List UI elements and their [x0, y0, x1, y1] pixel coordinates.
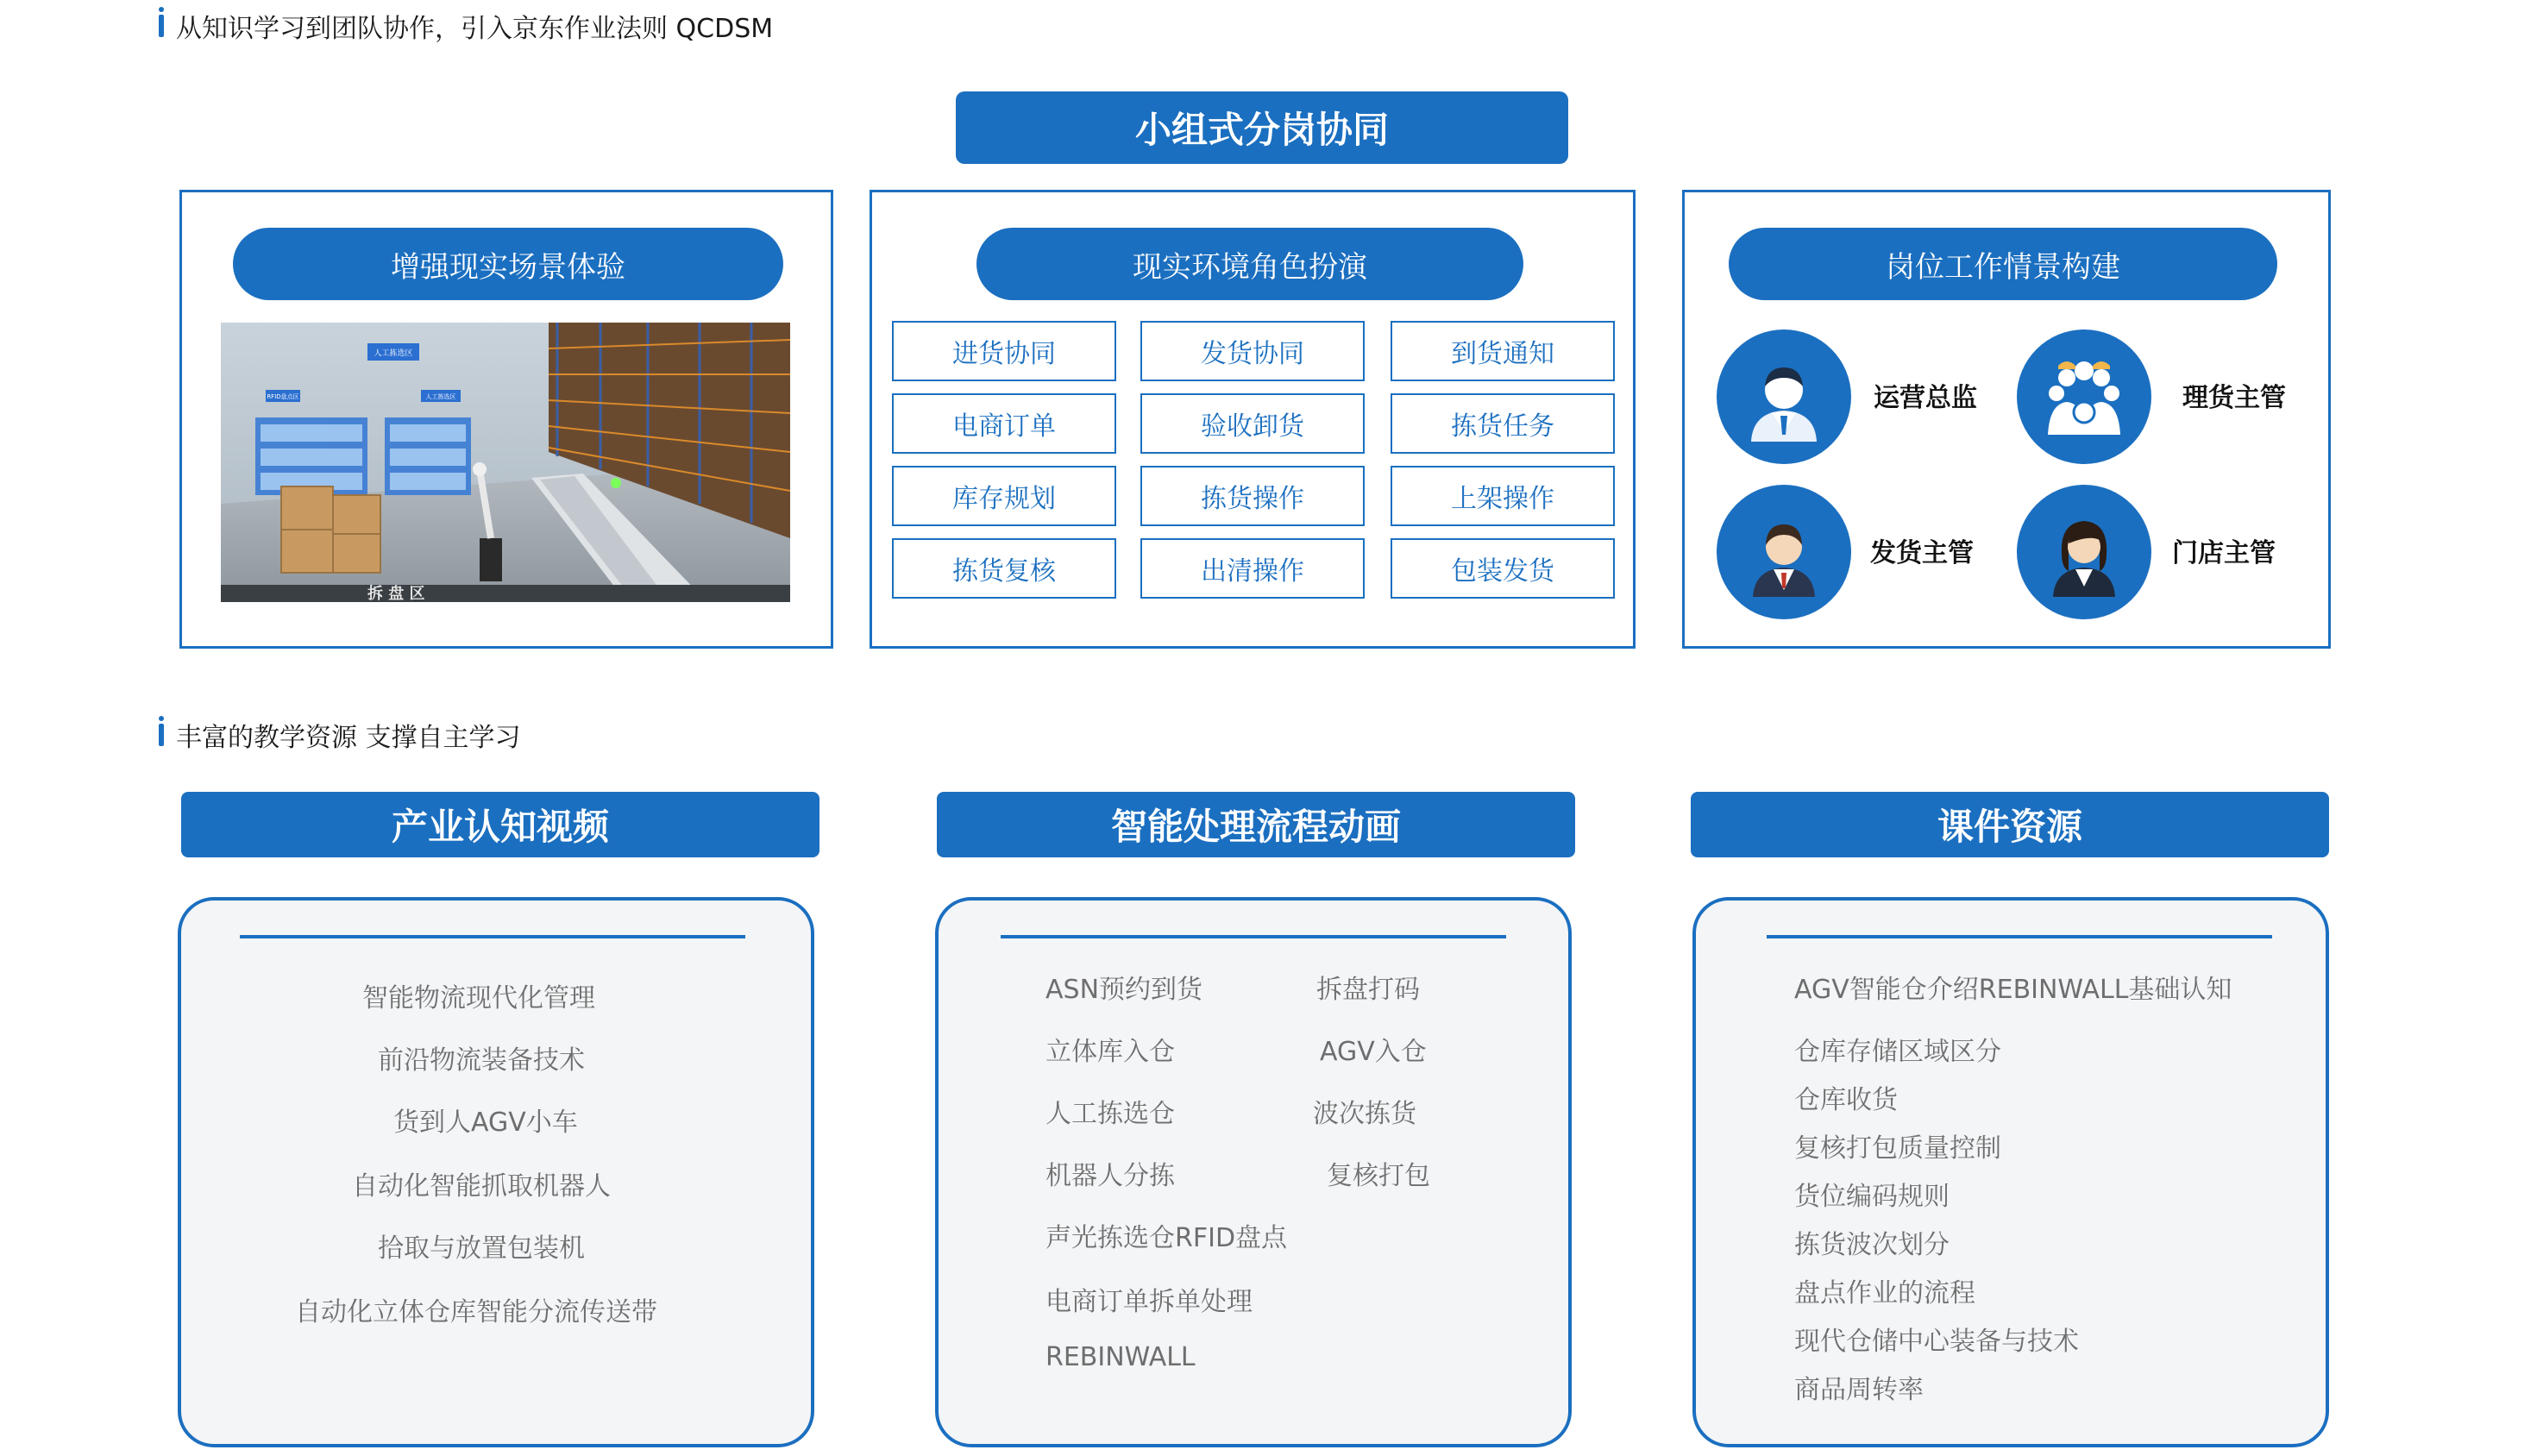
animation-item[interactable]: 声光拣选仓RFID盘点	[1045, 1223, 1288, 1253]
courseware-item[interactable]: 仓库存储区域区分	[1794, 1037, 2001, 1067]
role-button[interactable]	[1391, 321, 1615, 381]
card-divider	[1001, 935, 1506, 938]
video-item[interactable]: 自动化智能抓取机器人	[352, 1171, 611, 1202]
role-label: 库存规划	[952, 484, 1056, 514]
video-item[interactable]: 拾取与放置包装机	[378, 1233, 585, 1264]
role-label: 发货协同	[1201, 339, 1304, 369]
panel-job-title-text: 岗位工作情景构建	[1886, 249, 2120, 285]
role-label: 电商订单	[952, 411, 1056, 442]
role-label: 拣货任务	[1451, 411, 1554, 442]
info-marker-icon	[159, 15, 164, 37]
job-label-operations-director: 运营总监	[1874, 383, 1977, 413]
panel-ar-title	[233, 228, 783, 300]
job-label-shipping-supervisor: 发货主管	[1870, 538, 1974, 568]
role-label: 上架操作	[1451, 484, 1554, 514]
video-item[interactable]: 智能物流现代化管理	[362, 983, 595, 1014]
panel-role-play-title	[976, 228, 1523, 300]
scene-sign-1: 人工拣选区	[374, 349, 413, 358]
scene-sign-3: 人工拣选区	[425, 393, 456, 400]
animation-item[interactable]: 拆盘打码	[1316, 975, 1420, 1005]
warehouse-scene-illustration	[221, 323, 790, 602]
resource-video-header	[181, 792, 819, 857]
animation-item[interactable]: 复核打包	[1327, 1161, 1430, 1191]
resource-courseware-header	[1691, 792, 2329, 857]
scene-floor-text: 拆 盘 区	[367, 585, 425, 602]
resource-video-title: 产业认知视频	[391, 806, 609, 848]
courseware-item[interactable]: 拣货波次划分	[1794, 1230, 1950, 1260]
animation-item[interactable]: 人工拣选仓	[1045, 1099, 1175, 1129]
role-button[interactable]	[1140, 466, 1365, 526]
main-banner	[956, 91, 1568, 164]
role-button[interactable]	[1391, 466, 1615, 526]
animation-item[interactable]: 波次拣货	[1313, 1099, 1416, 1129]
section-heading-collaboration	[159, 7, 773, 45]
main-banner-text: 小组式分岗协同	[1134, 109, 1389, 151]
role-button[interactable]	[892, 393, 1116, 454]
panel-ar-title-text: 增强现实场景体验	[391, 249, 625, 285]
manager-icon	[1717, 329, 1851, 464]
role-label: 到货通知	[1451, 339, 1554, 369]
role-button[interactable]	[1140, 538, 1365, 599]
courseware-item[interactable]: 复核打包质量控制	[1794, 1133, 2001, 1164]
role-button[interactable]	[1391, 538, 1615, 599]
role-label: 拣货操作	[1201, 484, 1304, 514]
role-button[interactable]	[1140, 321, 1365, 381]
section-heading-text: 丰富的教学资源 支撑自主学习	[176, 723, 521, 753]
courseware-item[interactable]: 商品周转率	[1794, 1375, 1924, 1405]
warehouse-scene-image	[221, 323, 790, 602]
role-label: 进货协同	[952, 339, 1056, 369]
animation-item[interactable]: ASN预约到货	[1045, 975, 1203, 1005]
courseware-item[interactable]: 现代仓储中心装备与技术	[1794, 1327, 2079, 1357]
team-icon	[2017, 329, 2151, 464]
resource-animation-header	[937, 792, 1575, 857]
job-label-tally-supervisor: 理货主管	[2182, 383, 2286, 413]
role-button[interactable]	[1391, 393, 1615, 454]
animation-item[interactable]: 机器人分拣	[1045, 1161, 1175, 1191]
card-divider	[1767, 935, 2272, 938]
animation-item[interactable]: REBINWALL	[1045, 1342, 1196, 1372]
courseware-item[interactable]: 仓库收货	[1794, 1085, 1898, 1115]
courseware-item[interactable]: AGV智能仓介绍REBINWALL基础认知	[1794, 975, 2232, 1005]
section-heading-text: 从知识学习到团队协作，引入京东作业法则 QCDSM	[176, 14, 774, 44]
role-label: 拣货复核	[952, 556, 1056, 587]
animation-item[interactable]: AGV入仓	[1320, 1037, 1427, 1067]
role-button[interactable]	[892, 466, 1116, 526]
businessman-icon	[1717, 485, 1851, 619]
video-item[interactable]: 前沿物流装备技术	[378, 1045, 585, 1076]
role-label: 出清操作	[1201, 556, 1304, 587]
video-item[interactable]: 货到人AGV小车	[393, 1108, 578, 1138]
role-button[interactable]	[892, 538, 1116, 599]
card-divider	[240, 935, 745, 938]
animation-item[interactable]: 立体库入仓	[1045, 1037, 1175, 1067]
courseware-item[interactable]: 货位编码规则	[1794, 1182, 1950, 1212]
panel-role-play-title-text: 现实环境角色扮演	[1133, 249, 1367, 285]
resource-animation-card	[935, 897, 1572, 1447]
panel-job-title	[1729, 228, 2277, 300]
job-label-store-supervisor: 门店主管	[2172, 538, 2276, 568]
resource-courseware-title: 课件资源	[1937, 806, 2082, 848]
businesswoman-icon	[2017, 485, 2151, 619]
role-label: 验收卸货	[1201, 411, 1304, 442]
scene-sign-2: RFID盘点区	[267, 393, 299, 400]
role-button[interactable]	[1140, 393, 1365, 454]
animation-item[interactable]: 电商订单拆单处理	[1045, 1287, 1253, 1317]
courseware-item[interactable]: 盘点作业的流程	[1794, 1278, 1975, 1309]
video-item[interactable]: 自动化立体仓库智能分流传送带	[295, 1297, 657, 1327]
resource-animation-title: 智能处理流程动画	[1110, 806, 1401, 848]
role-button[interactable]	[892, 321, 1116, 381]
role-label: 包装发货	[1451, 556, 1554, 587]
section-heading-resources	[159, 716, 521, 754]
info-marker-icon	[159, 724, 164, 746]
